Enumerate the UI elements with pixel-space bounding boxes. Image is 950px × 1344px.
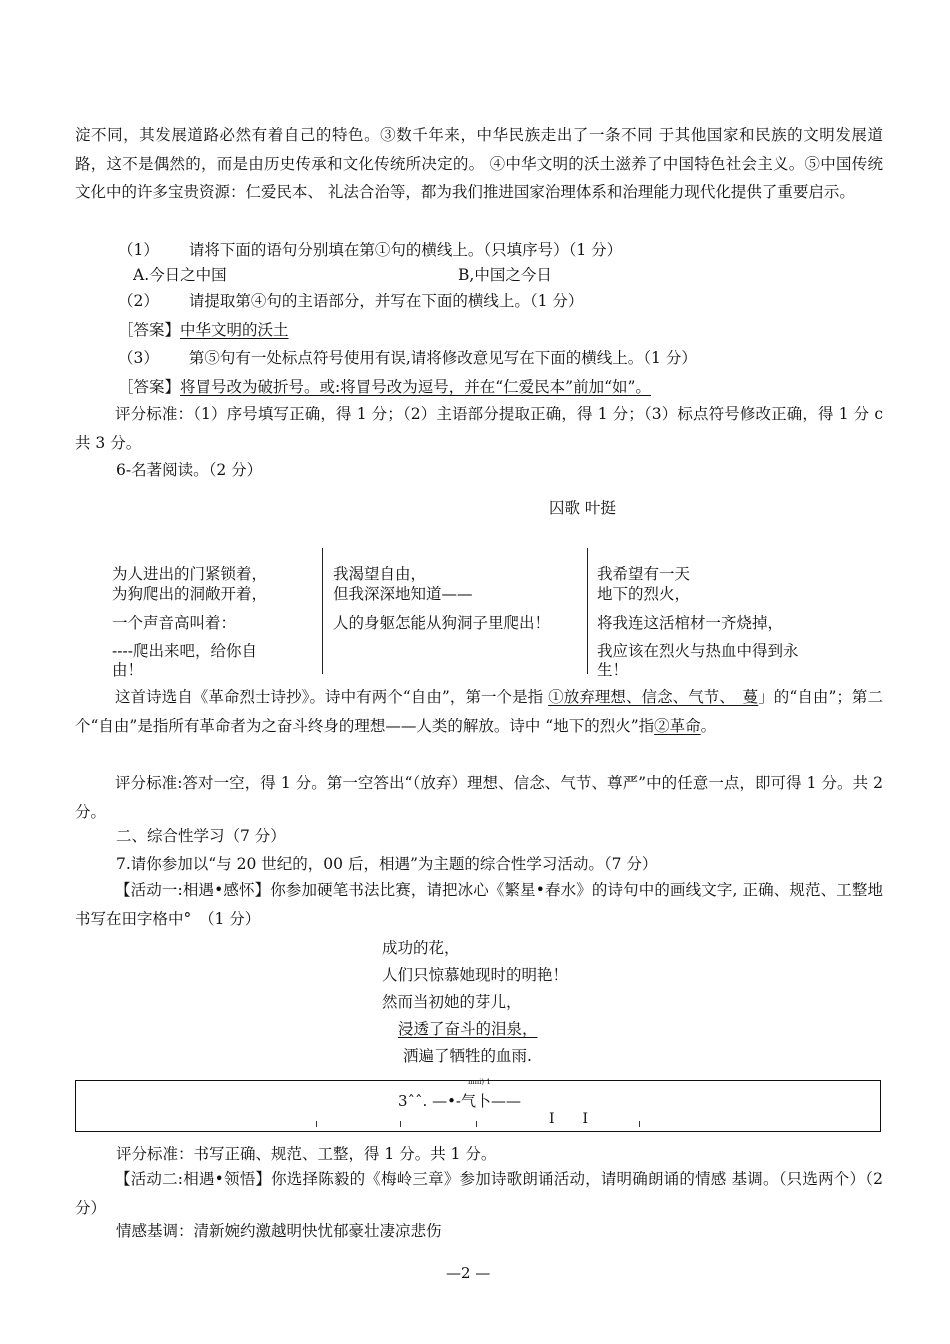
grid-marks: I I [549, 1111, 589, 1127]
poem2-line: 人们只惊慕她现时的明艳！ [382, 966, 569, 984]
question-3-number: （3） [118, 349, 159, 367]
grid-tick [400, 1121, 401, 1127]
option-b: B,中国之今日 [458, 266, 552, 284]
answer-3 [118, 376, 651, 398]
poem-col3-line: 将我连这活棺材一齐烧掉， [597, 614, 784, 632]
answer-2 [118, 319, 289, 341]
question-2-number: （2） [118, 292, 159, 310]
poem-col3-line: 我希望有一天 [597, 565, 691, 583]
question-6-heading: 6-名著阅读。（2 分） [116, 461, 263, 479]
poem-col2-line: 我渴望自由， [333, 565, 427, 583]
page-number: —2 — [446, 1264, 491, 1282]
blank-answer-2: ②革命 [654, 716, 701, 735]
poem-col1-line: ----爬出来吧，给你自 [112, 642, 257, 660]
question-2 [118, 290, 583, 312]
question-3-text: 第⑤句有一处标点符号使用有误,请将修改意见写在下面的横线上。（1 分） [188, 349, 697, 367]
poem-divider [587, 548, 588, 674]
poem-analysis-part1: 这首诗选自《革命烈士诗抄》。诗中有两个“自由”，第一个是指 [115, 688, 549, 706]
poem-col2-line: 但我深深地知道—— [333, 585, 473, 603]
intro-paragraph: 淀不同，其发展道路必然有着自己的特色。③数千年来，中华民族走出了一条不同 于其他国家和民族的文明发展道路，这不是偶然的，而是由历史传承和文化传统所决定的。 ④中华文明的沃土滋养了中国特色社会主义。⑤中国传统文化中的许多宝贵资源：仁爱民本、 礼法合治等，都为我们推进国家治理体系和治理能力现代化提供了重要启示。 [75, 126, 883, 201]
scoring-standard-1: 评分标准：（1）序号填写正确，得 1 分；（2）主语部分提取正确，得 1 分；（3）标点符号修改正确，得 1 分 c 共 3 分。 [75, 405, 883, 452]
poem-col2-line: 人的身躯怎能从狗洞子里爬出！ [333, 614, 551, 632]
answer-2-text: 中华文明的沃土 [180, 321, 289, 339]
grid-tick [476, 1121, 477, 1127]
poem-title: 囚歌 叶挺 [549, 499, 616, 517]
answer-3-text: 将冒号改为破折号。或:将冒号改为逗号，并在“仁爱民本”前加“如”。 [180, 378, 651, 396]
scoring-standard-3: 评分标准：书写正确、规范、工整，得 1 分。共 1 分。 [116, 1145, 497, 1163]
poem-col3-line: 生！ [597, 661, 629, 679]
grid-tiny-text: mni) 1 [468, 1078, 491, 1086]
question-3 [118, 347, 697, 369]
grid-tick [639, 1121, 640, 1127]
poem2-line: 然而当初她的芽儿， [382, 993, 522, 1011]
answer-3-label: ［答案】 [118, 378, 181, 396]
activity-2: 【活动二:相遇•领悟】你选择陈毅的《梅岭三章》参加诗歌朗诵活动，请明确朗诵的情感 基调。（只选两个）（2 分） [75, 1170, 883, 1217]
poem2-line: 洒遍了牺牲的血雨. [403, 1047, 532, 1065]
emotion-tone-options: 情感基调：清新婉约激越明快忧郁豪壮凄凉悲伤 [116, 1222, 442, 1240]
poem2-line: 成功的花， [382, 939, 460, 957]
question-1-number: （1） [118, 241, 159, 259]
poem-col1-line: 为狗爬出的洞敞开着， [112, 585, 268, 603]
poem-col3-line: 地下的烈火， [597, 585, 691, 603]
grid-main-text: 3ˆˆ. —•-气卜—— [398, 1092, 521, 1110]
grid-tick [316, 1121, 317, 1127]
poem-col1-line: 为人进出的门紧锁着， [112, 565, 268, 583]
poem-analysis [75, 683, 883, 740]
question-2-text: 请提取第④句的主语部分，并写在下面的横线上。（1 分） [188, 292, 584, 310]
section-2-heading: 二、综合性学习（7 分） [116, 827, 286, 845]
option-a: A.今日之中国 [133, 266, 227, 284]
question-1-text: 请将下面的语句分别填在第①句的横线上。（只填序号）（1 分） [188, 241, 623, 259]
poem-col3-line: 我应该在烈火与热血中得到永 [597, 642, 799, 660]
poem-analysis-part3: 。 [700, 716, 717, 735]
writing-grid-box[interactable] [75, 1080, 881, 1132]
scoring-standard-2: 评分标准:答对一空，得 1 分。第一空答出“（放弃）理想、信念、气节、尊严”中的任意一点，即可得 1 分。共 2 分。 [75, 774, 883, 821]
poem2-underlined-line: 浸透了奋斗的泪泉， [398, 1020, 538, 1038]
poem-col1-line: 由！ [112, 661, 144, 679]
blank-answer-1: ①放弃理想、信念、气节、 蔓 [548, 688, 759, 706]
poem-col1-line: 一个声音高叫着： [112, 614, 237, 632]
answer-2-label: ［答案】 [118, 321, 181, 339]
poem-divider [322, 548, 323, 674]
poem-analysis-part2: 」的“自由”；第二个“自由”是指所有革命者为之奋斗终身的理想——人类的解放。诗中 “地下的烈火”指 [75, 688, 883, 735]
activity-1: 【活动一:相遇•感怀】你参加硬笔书法比赛，请把冰心《繁星•春水》的诗句中的画线文字, 正确、规范、工整地书写在田字格中° （1 分） [75, 881, 883, 928]
question-7: 7.请你参加以“与 20 世纪的，00 后，相遇”为主题的综合性学习活动。（7 分） [116, 855, 658, 873]
question-1 [118, 239, 622, 261]
